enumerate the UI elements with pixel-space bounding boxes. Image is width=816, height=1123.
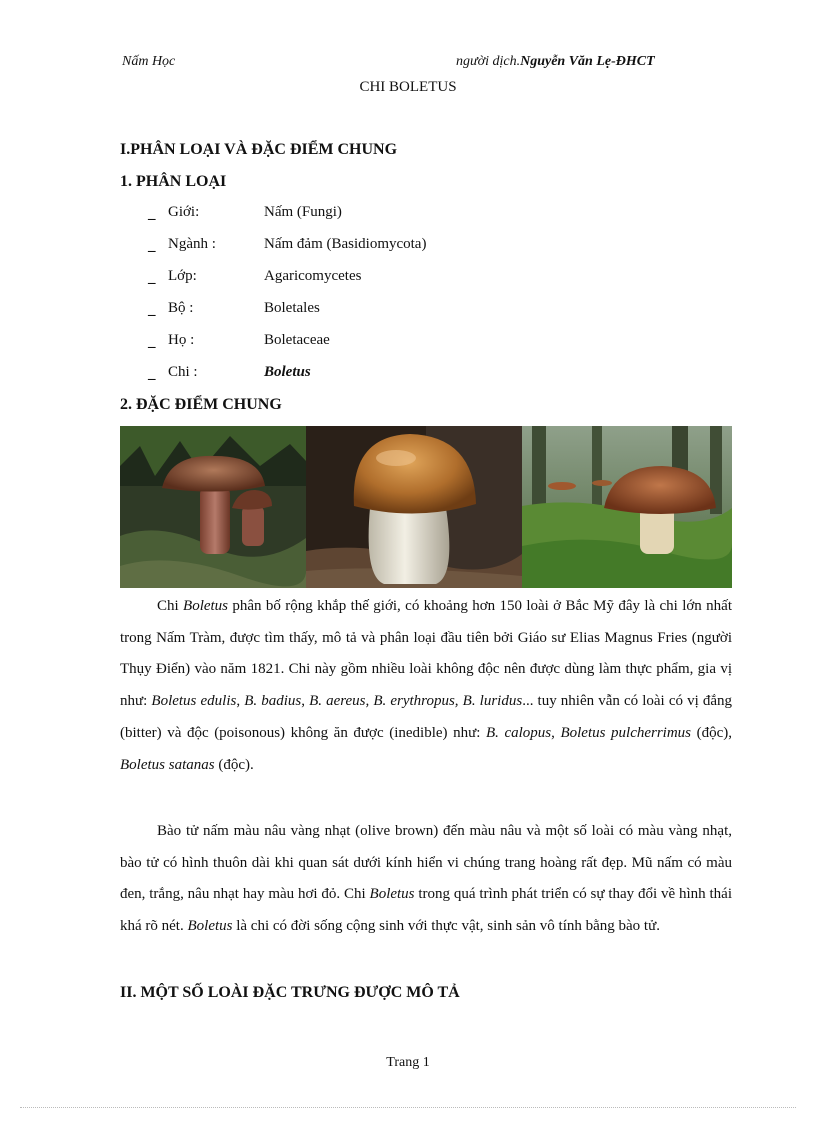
taxonomy-label: Lớp: <box>168 268 197 284</box>
species-name: B. aereus, B. erythropus, B. luridus <box>309 693 523 710</box>
species-name: Boletus satanas <box>120 756 215 773</box>
text-run: (độc). <box>214 756 254 773</box>
bullet-dash: _ <box>148 238 156 254</box>
taxonomy-label: Bộ : <box>168 300 194 316</box>
bullet-dash: _ <box>148 270 156 286</box>
species-name: B. badius <box>244 693 302 710</box>
page-title: CHI BOLETUS <box>359 79 457 95</box>
bullet-dash: _ <box>148 302 156 318</box>
bullet-dash: _ <box>148 366 156 382</box>
page-number: Trang 1 <box>386 1055 430 1070</box>
text-run: , <box>301 693 310 710</box>
taxonomy-value: Nấm đảm (Basidiomycota) <box>264 236 427 252</box>
mushroom-photo-strip <box>120 426 732 588</box>
header-translator-name: Nguyễn Văn Lẹ-ĐHCT <box>520 54 655 69</box>
taxonomy-label: Ngành : <box>168 236 216 252</box>
text-run: Chi <box>157 598 184 614</box>
header-right <box>456 54 655 70</box>
taxonomy-value: Boletus <box>264 364 311 380</box>
section-heading-1: I.PHÂN LOẠI VÀ ĐẶC ĐIỂM CHUNG <box>120 141 398 158</box>
bullet-dash: _ <box>148 334 156 350</box>
text-run: trong quá trình phát triển có sự thay đổi về hình thái khá rõ nét. <box>120 886 733 935</box>
header-translator-prefix: người dịch. <box>456 54 521 69</box>
taxonomy-value: Agaricomycetes <box>264 268 362 284</box>
text-run: (độc), <box>691 724 733 741</box>
species-name: Boletus edulis <box>151 693 237 710</box>
mushroom-photo-1 <box>120 426 306 588</box>
bullet-dash: _ <box>148 206 156 222</box>
species-name: Boletus <box>183 598 229 614</box>
species-name: Boletus pulcherrimus <box>560 724 692 741</box>
subsection-characteristics: 2. ĐẶC ĐIỂM CHUNG <box>120 396 282 413</box>
taxonomy-label: Họ : <box>168 332 195 348</box>
taxonomy-value: Boletaceae <box>264 332 330 348</box>
paragraph-distribution <box>120 591 732 781</box>
text-run: , <box>236 693 245 710</box>
mushroom-photo-3 <box>522 426 732 588</box>
text-run: phân bố rộng khắp thế giới, có khoảng hơn 150 loài ở Bắc Mỹ đây là chi lớn nhất trong Nấm Tràm, được tìm thấy, mô tả và phân loại đầu tiên bởi Giáo sư Elias Magnus Fries (người Thụy Điển) vào năm 1821. Chi này gồm nhiều loài không độc nên được dùng làm thực phẩm, gia vị như: <box>120 598 732 710</box>
paragraph-spores <box>120 816 732 943</box>
taxonomy-label: Chi : <box>168 364 198 380</box>
taxonomy-label: Giới: <box>168 204 200 220</box>
species-name: B. calopus <box>485 724 552 741</box>
page-bottom-divider <box>20 1107 796 1108</box>
subsection-classification: 1. PHÂN LOẠI <box>120 173 227 190</box>
text-run: ... tuy nhiên vẫn có loài có vị đắng (bitter) và độc (poisonous) không ăn được (inedible) như: <box>120 693 733 741</box>
header-left: Nấm Học <box>122 54 176 69</box>
text-run: , <box>551 724 561 741</box>
genus-name: Boletus <box>187 918 233 935</box>
section-heading-2: II. MỘT SỐ LOÀI ĐẶC TRƯNG ĐƯỢC MÔ TẢ <box>120 984 460 1001</box>
genus-name: Boletus <box>369 886 415 903</box>
mushroom-photo-2 <box>306 426 522 588</box>
text-run: là chi có đời sống cộng sinh với thực vật, sinh sản vô tính bằng bào tử. <box>232 918 660 935</box>
text-run: Bào tử nấm màu nâu vàng nhạt (olive brown) đến màu nâu và một số loài có màu vàng nhạt, bào tử có hình thuôn dài khi quan sát dưới kính hiển vi chúng trang hoàng rất đẹp. Mũ nấm có màu đen, trắng, nâu nhạt hay màu hơi đỏ. Chi <box>120 823 732 903</box>
taxonomy-value: Nấm (Fungi) <box>264 204 342 220</box>
taxonomy-value: Boletales <box>264 300 320 316</box>
